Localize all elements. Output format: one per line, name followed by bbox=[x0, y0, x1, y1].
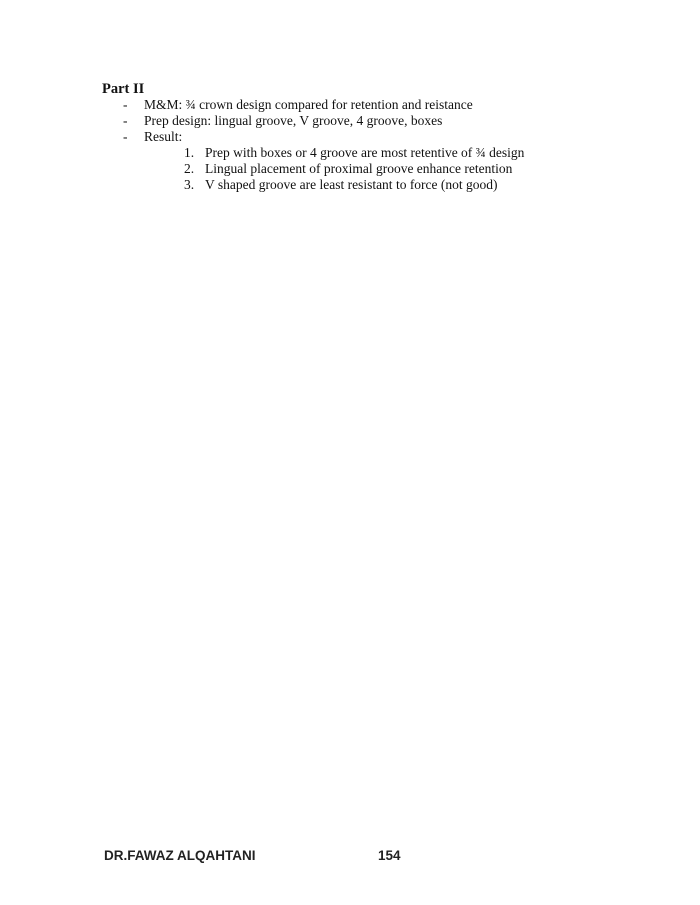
result-number: 3. bbox=[184, 177, 195, 192]
bullet-text: Prep design: lingual groove, V groove, 4 groove, boxes bbox=[144, 113, 443, 128]
footer-author: DR.FAWAZ ALQAHTANI bbox=[104, 848, 256, 863]
bullet-item bbox=[102, 113, 662, 129]
result-text: V shaped groove are least resistant to force (not good) bbox=[205, 177, 498, 192]
result-item bbox=[102, 145, 662, 161]
bullet-text: M&M: ¾ crown design compared for retention and reistance bbox=[144, 97, 473, 112]
bullet-item bbox=[102, 129, 662, 145]
page-content bbox=[102, 81, 662, 193]
result-number: 1. bbox=[184, 145, 195, 160]
bullet-marker: - bbox=[123, 129, 128, 144]
result-text: Lingual placement of proximal groove enhance retention bbox=[205, 161, 513, 176]
section-heading: Part II bbox=[102, 81, 145, 97]
bullet-marker: - bbox=[123, 97, 128, 112]
bullet-list bbox=[102, 97, 662, 145]
result-item bbox=[102, 177, 662, 193]
result-number: 2. bbox=[184, 161, 195, 176]
results-list bbox=[102, 145, 662, 193]
result-text: Prep with boxes or 4 groove are most retentive of ¾ design bbox=[205, 145, 525, 160]
result-item bbox=[102, 161, 662, 177]
footer-page-number: 154 bbox=[378, 848, 401, 863]
bullet-marker: - bbox=[123, 113, 128, 128]
bullet-item bbox=[102, 97, 662, 113]
bullet-text: Result: bbox=[144, 129, 183, 144]
